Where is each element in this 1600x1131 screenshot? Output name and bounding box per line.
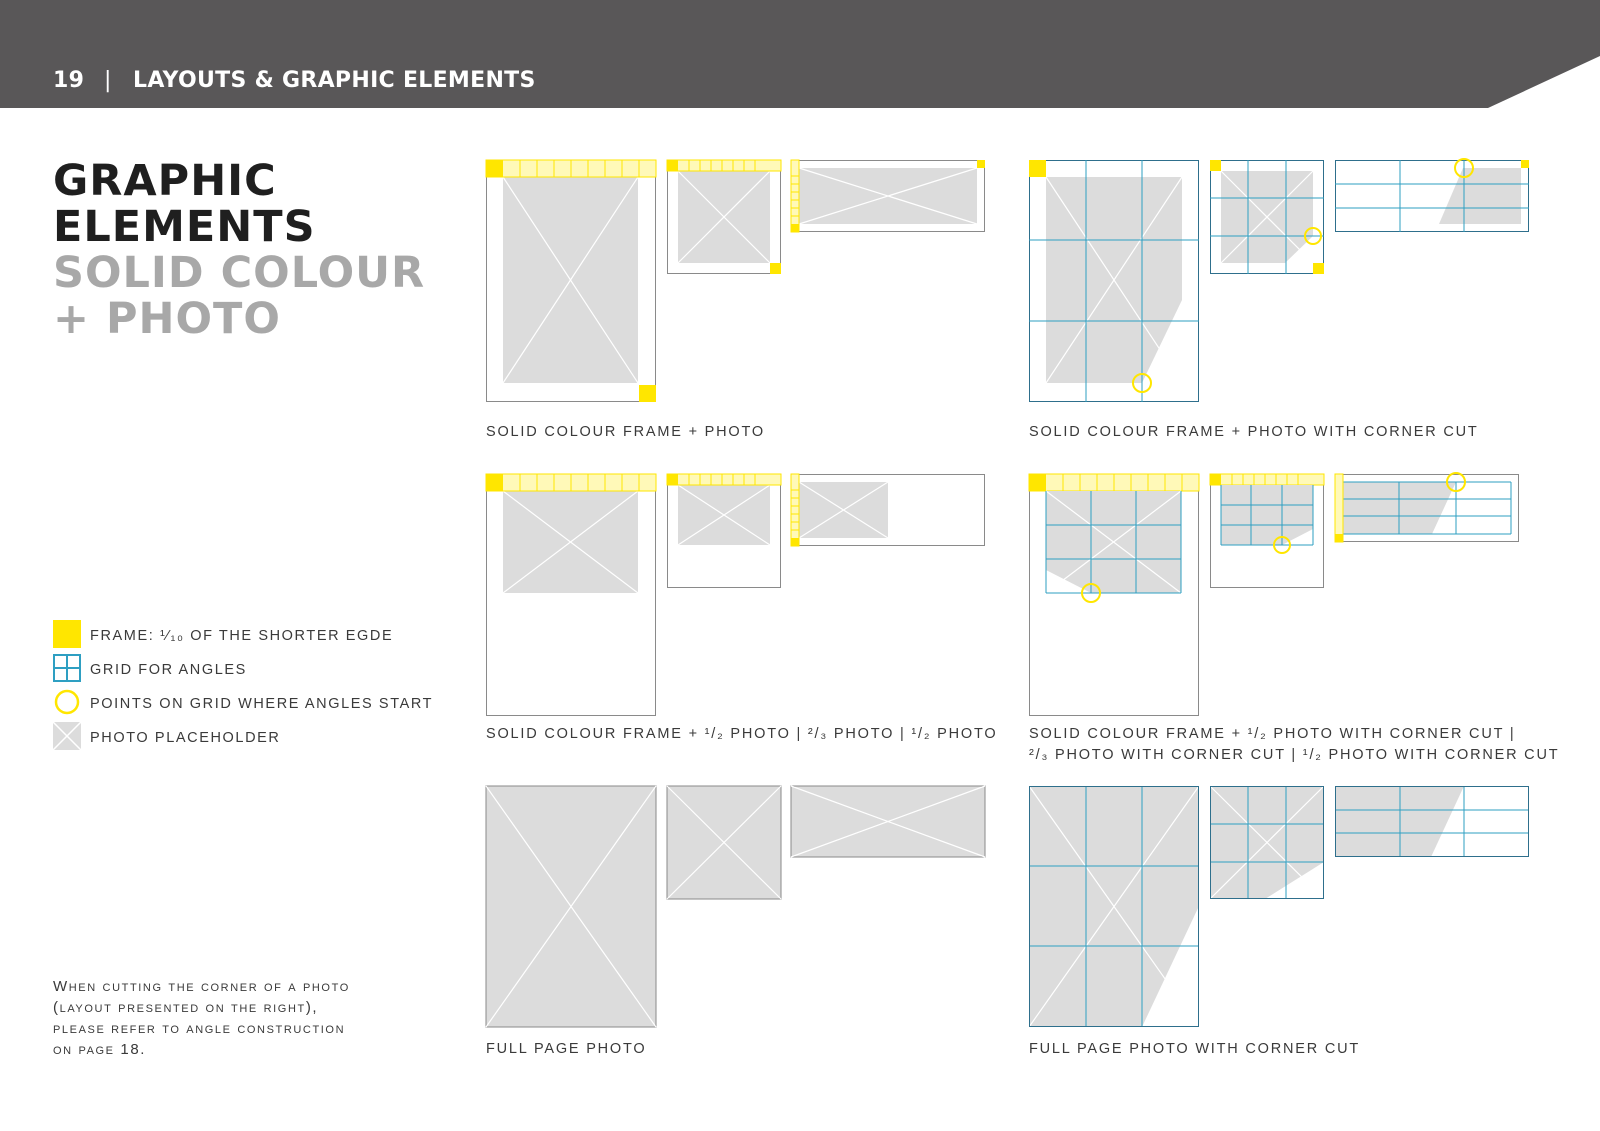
note-line-2: (layout presented on the right), — [53, 999, 319, 1016]
frame-photo-cut-square-thumbnail — [1210, 160, 1324, 274]
legend-label: FRAME: ¹⁄₁₀ OF THE SHORTER EGDE — [90, 628, 394, 644]
grid-icon — [53, 654, 81, 682]
full-photo-landscape-thumbnail — [791, 786, 985, 857]
legend-label: POINTS ON GRID WHERE ANGLES START — [90, 696, 434, 712]
page-title-line-2: ELEMENTS — [53, 202, 316, 252]
section-title: LAYOUTS & GRAPHIC ELEMENTS — [133, 68, 536, 93]
caption-frame-partial-cut-line-1: SOLID COLOUR FRAME + ¹/₂ PHOTO WITH CORNER CUT | — [1029, 726, 1516, 742]
frame-photo-cut-portrait-thumbnail — [1029, 160, 1199, 402]
caption-frame-photo-corner-cut: SOLID COLOUR FRAME + PHOTO WITH CORNER CUT — [1029, 424, 1479, 440]
header-separator: | — [104, 68, 112, 93]
full-photo-portrait-thumbnail — [486, 786, 656, 1027]
frame-photo-square-thumbnail — [667, 160, 781, 274]
full-photo-cut-portrait-thumbnail — [1029, 786, 1199, 1027]
frame-half-photo-landscape-thumbnail — [791, 474, 985, 546]
frame-two-thirds-photo-square-thumbnail — [667, 474, 781, 588]
photo-placeholder-icon — [53, 722, 81, 750]
note-line-1: When cutting the corner of a photo — [53, 978, 350, 995]
caption-full-page-photo-corner-cut: FULL PAGE PHOTO WITH CORNER CUT — [1029, 1041, 1361, 1057]
page-number: 19 — [53, 68, 85, 93]
full-photo-cut-square-thumbnail — [1210, 786, 1324, 899]
yellow-square-icon — [53, 620, 81, 648]
caption-frame-partial-photo: SOLID COLOUR FRAME + ¹/₂ PHOTO | ²/₃ PHOTO | ¹/₂ PHOTO — [486, 726, 998, 742]
note-line-4: on page 18. — [53, 1041, 147, 1058]
legend-label: GRID FOR ANGLES — [90, 662, 247, 678]
frame-photo-landscape-thumbnail — [791, 160, 985, 232]
frame-half-photo-cut-portrait-thumbnail — [1029, 474, 1199, 716]
full-photo-square-thumbnail — [667, 786, 781, 899]
caption-frame-photo: SOLID COLOUR FRAME + PHOTO — [486, 424, 765, 440]
corner-cut-note — [53, 976, 433, 1060]
yellow-circle-icon — [53, 688, 81, 716]
note-line-3: please refer to angle construction — [53, 1020, 346, 1037]
frame-photo-cut-landscape-thumbnail — [1335, 160, 1529, 232]
page-title-line-1: GRAPHIC — [53, 156, 277, 206]
page-subtitle-line-2: + PHOTO — [53, 294, 281, 344]
frame-half-photo-cut-landscape-thumbnail — [1335, 474, 1519, 542]
caption-full-page-photo: FULL PAGE PHOTO — [486, 1041, 647, 1057]
full-photo-cut-landscape-thumbnail — [1335, 786, 1529, 857]
frame-two-thirds-photo-cut-square-thumbnail — [1210, 474, 1324, 588]
frame-half-photo-portrait-thumbnail — [486, 474, 656, 716]
caption-frame-partial-cut-line-2: ²/₃ PHOTO WITH CORNER CUT | ¹/₂ PHOTO WITH CORNER CUT — [1029, 747, 1560, 763]
legend-label: PHOTO PLACEHOLDER — [90, 730, 281, 746]
page-subtitle-line-1: SOLID COLOUR — [53, 248, 426, 298]
frame-photo-portrait-thumbnail — [486, 160, 656, 402]
